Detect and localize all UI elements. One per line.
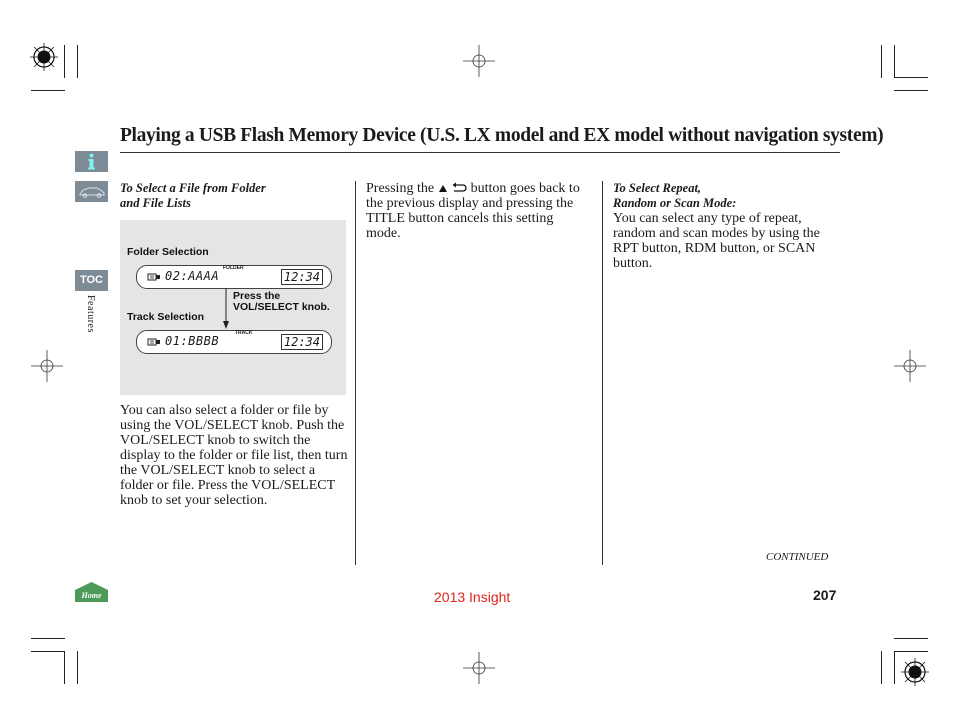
folder-selection-label: Folder Selection <box>127 246 209 258</box>
toc-button[interactable]: TOC <box>75 270 108 291</box>
arrow-down-icon <box>222 288 230 330</box>
page-title: Playing a USB Flash Memory Device (U.S. LX model and EX model without navigation system) <box>120 125 884 146</box>
track-display: TRACK 01:BBBB 12:34 <box>136 330 332 354</box>
info-button[interactable] <box>75 151 108 172</box>
svg-text:Home: Home <box>81 591 102 600</box>
usb-icon <box>147 272 161 282</box>
crosshair-icon <box>462 651 496 685</box>
right-column <box>613 181 841 271</box>
document-title: 2013 Insight <box>434 589 511 605</box>
usb-icon <box>147 337 161 347</box>
crosshair-icon <box>462 44 496 78</box>
column-divider <box>602 181 603 565</box>
car-icon <box>75 181 108 202</box>
folder-display: FOLDER 02:AAAA 12:34 <box>136 265 332 289</box>
section-label: Features <box>85 295 96 333</box>
title-divider <box>120 152 840 153</box>
registration-mark-icon <box>27 40 61 74</box>
crosshair-icon <box>30 349 64 383</box>
back-icon <box>451 182 467 193</box>
home-icon <box>74 581 109 603</box>
page-number: 207 <box>813 587 837 603</box>
up-arrow-icon <box>438 183 448 193</box>
registration-mark-icon <box>898 655 932 689</box>
knob-instruction: Press the VOL/SELECT knob. <box>233 290 330 313</box>
right-subheading: To Select Repeat, Random or Scan Mode: <box>613 181 737 210</box>
left-column <box>120 181 350 211</box>
column-divider <box>355 181 356 565</box>
left-subheading: To Select a File from Folder and File Lists <box>120 181 266 210</box>
info-icon <box>75 151 108 172</box>
crosshair-icon <box>893 349 927 383</box>
display-figure <box>120 220 346 395</box>
continued-label: CONTINUED <box>766 551 829 563</box>
home-button[interactable] <box>74 581 109 603</box>
track-selection-label: Track Selection <box>127 311 205 323</box>
middle-body-text: Pressing the button goes back to the previous display and pressing the TITLE button cancels this setting mode. <box>366 181 580 241</box>
right-body-text: You can select any type of repeat, random and scan modes by using the RPT button, RDM button, or SCAN button. <box>613 211 820 271</box>
vehicle-button[interactable] <box>75 181 108 202</box>
left-body-text: You can also select a folder or file by using the VOL/SELECT knob. Push the VOL/SELECT knob to switch the display to the folder or file list, then turn the VOL/SELECT knob to select a folder or file. Press the VOL/SELECT knob to set your selection. <box>120 403 348 508</box>
